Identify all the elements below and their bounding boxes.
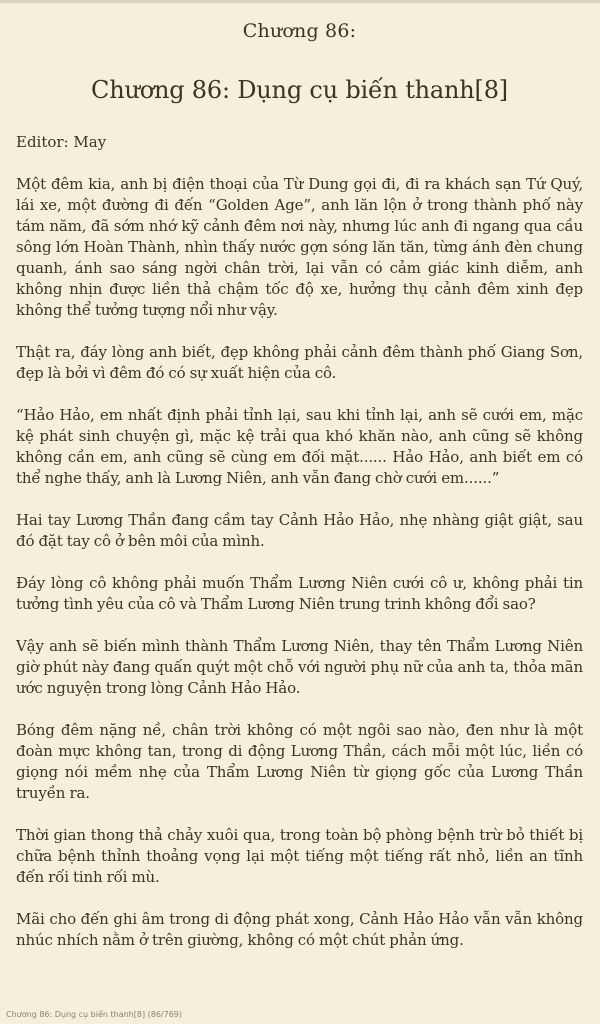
paragraph: Đáy lòng cô không phải muốn Thẩm Lương Niên cưới cô ư, không phải tin tưởng tình yêu của cô và Thẩm Lương Niên trung trinh không đổi sao? [16,574,583,613]
paragraph: Bóng đêm nặng nề, chân trời không có một ngôi sao nào, đen như là một đoàn mực không tan, trong di động Lương Thần, cách mỗi một lúc, liền có giọng nói mềm nhẹ của Thẩm Lương Niên từ giọng gốc của Lương Thần truyền ra. [16,721,583,802]
paragraph: Vậy anh sẽ biến mình thành Thẩm Lương Niên, thay tên Thẩm Lương Niên giờ phút này đang quấn quýt một chỗ với người phụ nữ của anh ta, thỏa mãn ước nguyện trong lòng Cảnh Hảo Hảo. [16,637,583,697]
paragraph: Hai tay Lương Thần đang cầm tay Cảnh Hảo Hảo, nhẹ nhàng giật giật, sau đó đặt tay cô ở bên môi của mình. [16,511,583,550]
reading-progress-status: Chương 86: Dụng cụ biến thanh[8] (86/769) [6,1010,183,1019]
chapter-header: Chương 86: [242,20,357,42]
paragraph: Thời gian thong thả chảy xuôi qua, trong toàn bộ phòng bệnh trừ bỏ thiết bị chữa bệnh thỉnh thoảng vọng lại một tiếng một tiếng rất nhỏ, liền an tĩnh đến rối tinh rối mù. [16,826,583,886]
paragraph: Thật ra, đáy lòng anh biết, đẹp không phải cảnh đêm thành phố Giang Sơn, đẹp là bởi vì đêm đó có sự xuất hiện của cô. [16,343,583,382]
paragraph: Một đêm kia, anh bị điện thoại của Từ Dung gọi đi, đi ra khách sạn Tứ Quý, lái xe, một đường đi đến “Golden Age”, anh lăn lộn ở trong thành phố này tám năm, đã sớm nhớ kỹ cảnh đêm nơi này, nhưng lúc anh đi ngang qua cầu sông lớn Hoàn Thành, nhìn thấy nước gợn sóng lăn tăn, từng ánh đèn chung quanh, ánh sao sáng ngời chân trời, lại vẫn có cảm giác kinh diễm, anh không nhịn được liền thả chậm tốc độ xe, hưởng thụ cảnh đêm xinh đẹp không thể tưởng tượng nổi như vậy. [16,175,583,319]
reader-page[interactable] [16,0,583,951]
paragraph: “Hảo Hảo, em nhất định phải tỉnh lại, sau khi tỉnh lại, anh sẽ cưới em, mặc kệ phát sinh chuyện gì, mặc kệ trải qua khó khăn nào, anh cũng sẽ không không cần em, anh cũng sẽ cùng em đối mặt...... Hảo Hảo, anh biết em có thể nghe thấy, anh là Lương Niên, anh vẫn đang chờ cưới em......” [16,406,583,487]
editor-credit: Editor: May [16,133,107,151]
paragraph: Mãi cho đến ghi âm trong di động phát xong, Cảnh Hảo Hảo vẫn vẫn không nhúc nhích nằm ở trên giường, không có một chút phản ứng. [16,910,583,949]
chapter-title: Chương 86: Dụng cụ biến thanh[8] [91,76,508,104]
